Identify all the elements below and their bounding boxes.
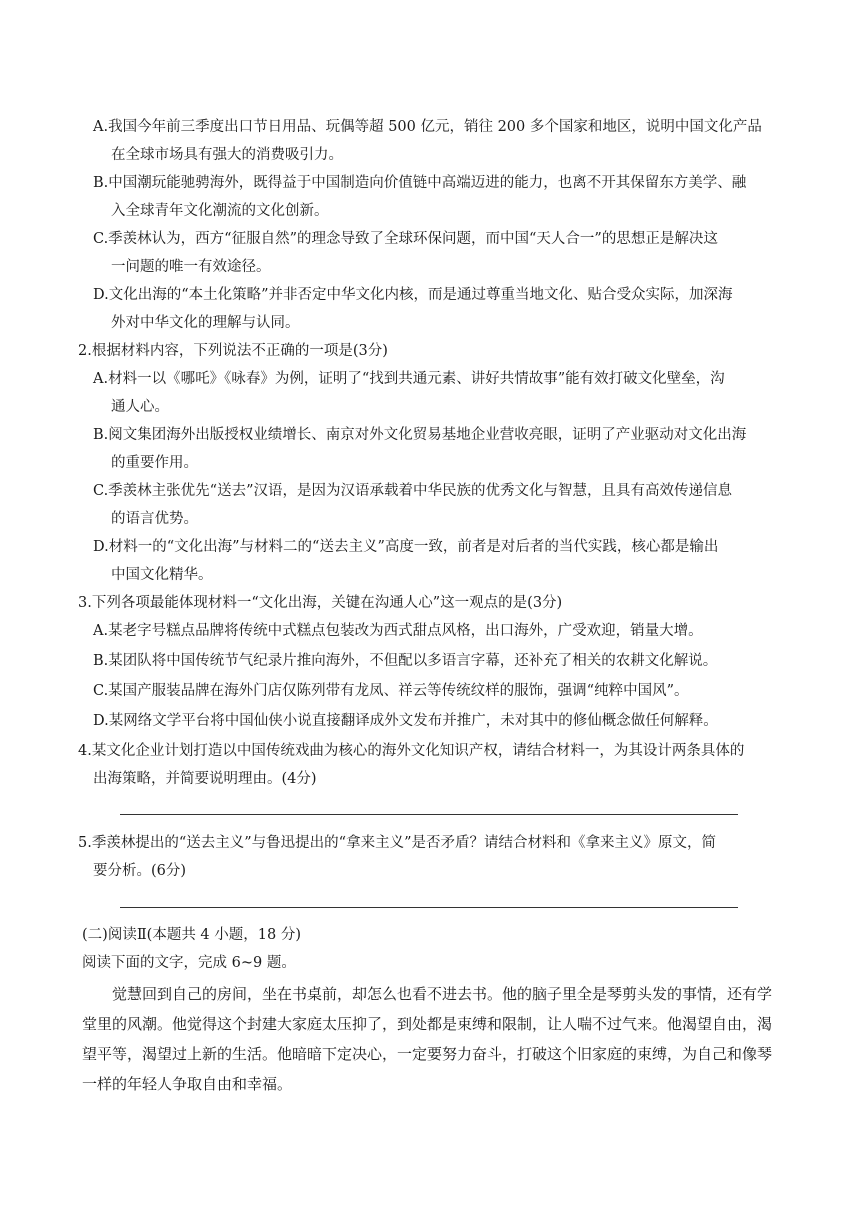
q3-stem: 3.下列各项最能体现材料一“文化出海，关键在沟通人心”这一观点的是(3分)	[78, 595, 563, 611]
q3-option-c: C.某国产服装品牌在海外门店仅陈列带有龙凤、祥云等传统纹样的服饰，强调“纯粹中国风”。	[93, 683, 689, 699]
q1-option-a-line2: 在全球市场具有强大的消费吸引力。	[111, 147, 343, 163]
section-heading: (二)阅读Ⅱ(本题共 4 小题，18 分)	[82, 927, 301, 943]
passage-line-2: 堂里的风潮。他觉得这个封建大家庭太压抑了，到处都是束缚和限制，让人喘不过气来。他渴望自由，渴	[82, 1015, 773, 1033]
q1-option-d-line1: D.文化出海的“本土化策略”并非否定中华文化内核，而是通过尊重当地文化、贴合受众实际，加深海	[93, 287, 733, 303]
q2-option-b-line2: 的重要作用。	[111, 455, 198, 471]
q4-stem-line2: 出海策略，并简要说明理由。(4分)	[93, 771, 317, 787]
q1-option-b-line2: 入全球青年文化潮流的文化创新。	[111, 203, 329, 219]
q2-option-a-line2: 通人心。	[111, 399, 169, 415]
q2-option-d-line2: 中国文化精华。	[111, 567, 213, 583]
q1-option-a-line1: A.我国今年前三季度出口节日用品、玩偶等超 500 亿元，销往 200 多个国家和地区，说明中国文化产品	[93, 119, 762, 135]
passage-line-1: 觉慧回到自己的房间，坐在书桌前，却怎么也看不进去书。他的脑子里全是琴剪头发的事情，还有学	[112, 985, 773, 1003]
q2-stem: 2.根据材料内容，下列说法不正确的一项是(3分)	[78, 343, 388, 359]
q5-stem-line2: 要分析。(6分)	[93, 863, 187, 879]
q4-answer-line[interactable]	[120, 814, 738, 815]
q3-option-a: A.某老字号糕点品牌将传统中式糕点包装改为西式甜点风格，出口海外，广受欢迎，销量大增。	[93, 623, 703, 639]
q2-option-b-line1: B.阅文集团海外出版授权业绩增长、南京对外文化贸易基地企业营收亮眼，证明了产业驱动对文化出海	[93, 427, 747, 443]
passage-line-3: 望平等，渴望过上新的生活。他暗暗下定决心，一定要努力奋斗，打破这个旧家庭的束缚，为自己和像琴	[82, 1045, 773, 1063]
q1-option-b-line1: B.中国潮玩能驰骋海外，既得益于中国制造向价值链中高端迈进的能力，也离不开其保留东方美学、融	[93, 175, 747, 191]
q4-stem-line1: 4.某文化企业计划打造以中国传统戏曲为核心的海外文化知识产权，请结合材料一，为其设计两条具体的	[78, 743, 745, 759]
q2-option-a-line1: A.材料一以《哪吒》《咏春》为例，证明了“找到共通元素、讲好共情故事”能有效打破文化壁垒，沟	[93, 371, 725, 387]
q5-stem-line1: 5.季羡林提出的“送去主义”与鲁迅提出的“拿来主义”是否矛盾？请结合材料和《拿来主义》原文，简	[78, 835, 716, 851]
q3-option-d: D.某网络文学平台将中国仙侠小说直接翻译成外文发布并推广，未对其中的修仙概念做任何解释。	[93, 713, 718, 729]
q2-option-c-line1: C.季羡林主张优先“送去”汉语，是因为汉语承载着中华民族的优秀文化与智慧，且具有高效传递信息	[93, 483, 733, 499]
q3-option-b: B.某团队将中国传统节气纪录片推向海外，不但配以多语言字幕，还补充了相关的农耕文化解说。	[93, 653, 718, 669]
section-instruction: 阅读下面的文字，完成 6~9 题。	[82, 955, 296, 971]
q2-option-c-line2: 的语言优势。	[111, 511, 198, 527]
passage-line-4: 一样的年轻人争取自由和幸福。	[82, 1075, 293, 1093]
q2-option-d-line1: D.材料一的“文化出海”与材料二的“送去主义”高度一致，前者是对后者的当代实践，核心都是输出	[93, 539, 719, 555]
q1-option-c-line1: C.季羡林认为，西方“征服自然”的理念导致了全球环保问题，而中国“天人合一”的思想正是解决这	[93, 231, 718, 247]
q1-option-c-line2: 一问题的唯一有效途径。	[111, 259, 271, 275]
q5-answer-line[interactable]	[120, 907, 738, 908]
q1-option-d-line2: 外对中华文化的理解与认同。	[111, 315, 300, 331]
